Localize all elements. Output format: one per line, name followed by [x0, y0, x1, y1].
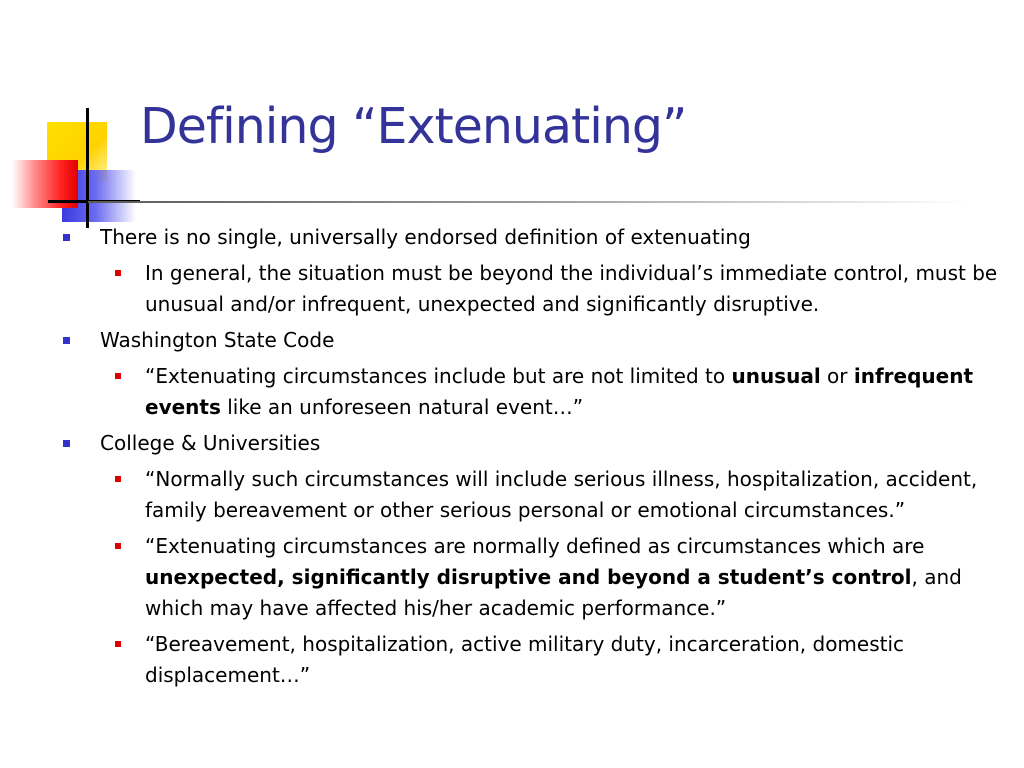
sub-bullet-text: In general, the situation must be beyond the individual’s immediate control, must be unusual and/or infrequent, unexpected and significantly disruptive. — [145, 261, 998, 316]
vertical-line-decoration — [86, 108, 89, 228]
sub-bullet-item — [0, 361, 1024, 423]
square-bullet-icon — [63, 234, 70, 241]
text-run: “Extenuating circumstances are normally defined as circumstances which are — [145, 534, 925, 558]
square-bullet-icon — [115, 373, 121, 379]
bullet-text: Washington State Code — [100, 328, 335, 352]
sub-bullet-item — [0, 629, 1024, 691]
title-underline-rule — [88, 201, 968, 203]
bold-text-run: infrequent events — [145, 364, 974, 419]
bullet-item — [0, 325, 1024, 356]
sub-bullet-text: “Normally such circumstances will include serious illness, hospitalization, accident, family bereavement or other serious personal or emotional circumstances.” — [145, 467, 978, 522]
bold-text-run: unusual — [731, 364, 821, 388]
square-bullet-icon — [115, 543, 121, 549]
square-bullet-icon — [115, 641, 121, 647]
sub-bullet-item — [0, 258, 1024, 320]
bullet-text: College & Universities — [100, 431, 321, 455]
text-run: , and which may have affected his/her academic performance.” — [145, 565, 962, 620]
text-run: like an unforeseen natural event…” — [220, 395, 584, 419]
sub-bullet-item — [0, 464, 1024, 526]
square-bullet-icon — [63, 440, 70, 447]
square-bullet-icon — [115, 270, 121, 276]
sub-bullet-text — [145, 534, 962, 620]
bold-text-run: unexpected, significantly disruptive and beyond a student’s control — [145, 565, 912, 589]
slide-body — [0, 222, 1024, 696]
bullet-item — [0, 428, 1024, 459]
square-bullet-icon — [63, 337, 70, 344]
slide-title: Defining “Extenuating” — [140, 98, 687, 155]
bullet-item — [0, 222, 1024, 253]
square-bullet-icon — [115, 476, 121, 482]
bullet-text: There is no single, universally endorsed definition of extenuating — [100, 225, 751, 249]
sub-bullet-text: “Bereavement, hospitalization, active military duty, incarceration, domestic displacement…” — [145, 632, 905, 687]
sub-bullet-item — [0, 531, 1024, 624]
sub-bullet-text — [145, 364, 973, 419]
text-run: “Extenuating circumstances include but are not limited to — [145, 364, 732, 388]
text-run: or — [820, 364, 854, 388]
